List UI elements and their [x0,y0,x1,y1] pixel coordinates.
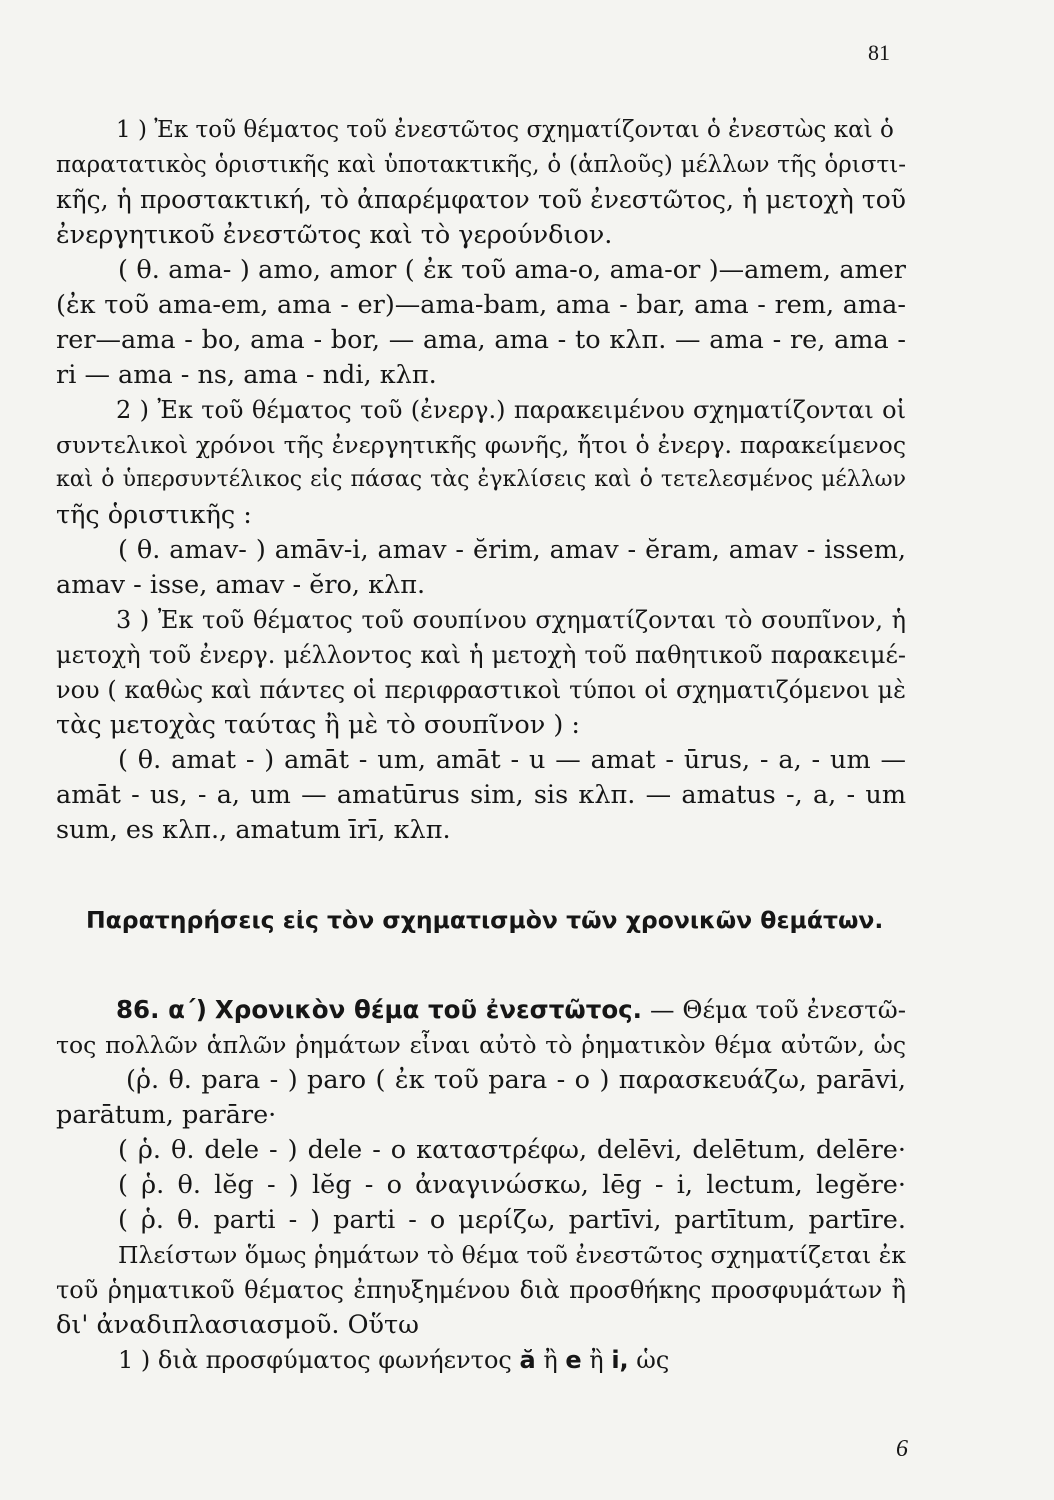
text-line-last [118,1345,678,1375]
section-number: 86. α΄) [116,995,207,1024]
last-suffix: ὡς [636,1346,670,1374]
text-line: ( ῥ. θ. dele - ) dele - o καταστρέφω, delēvi, delētum, delēre· [118,1135,906,1165]
text-line: ri — ama - ns, ama - ndi, κλπ. [56,360,437,390]
text-line: ( θ. amat - ) amāt - um, amāt - u — amat - ūrus, - a, - um — [118,745,906,775]
text-line: τος πολλῶν ἁπλῶν ῥημάτων εἶναι αὐτὸ τὸ ῥηματικὸν θέμα αὐτῶν, ὡς [56,1031,906,1059]
text-line: 2 ) Ἐκ τοῦ θέματος τοῦ (ἐνεργ.) παρακειμένου σχηματίζονται οἱ [116,396,906,424]
text-line: μετοχὴ τοῦ ἐνεργ. μέλλοντος καὶ ἡ μετοχὴ τοῦ παθητικοῦ παρακειμέ- [56,641,906,669]
text-line: ( θ. ama- ) amo, amor ( ἐκ τοῦ ama-o, ama-or )—amem, amer [118,255,906,285]
text-line: καὶ ὁ ὑπερσυντέλικος εἰς πάσας τὰς ἐγκλίσεις καὶ ὁ τετελεσμένος μέλλων [56,467,906,492]
text-line: rer—ama - bo, ama - bor, — ama, ama - to κλπ. — ama - re, ama - [56,325,906,355]
text-line: amav - isse, amav - ĕro, κλπ. [56,570,426,600]
text-line: 1 ) Ἐκ τοῦ θέματος τοῦ ἐνεστῶτος σχηματίζονται ὁ ἐνεστὼς καὶ ὁ [116,117,894,143]
text-line: κῆς, ἡ προστακτική, τὸ ἀπαρέμφατον τοῦ ἐνεστῶτος, ἡ μετοχὴ τοῦ [56,185,906,214]
text-line: (ἐκ τοῦ ama-em, ama - er)—ama-bam, ama - bar, ama - rem, ama- [56,290,906,320]
text-line: ( θ. amav- ) amāv-i, amav - ĕrim, amav - ĕram, amav - issem, [118,535,906,565]
text-line: sum, es κλπ., amatum īrī, κλπ. [56,815,451,845]
text-line: τοῦ ῥηματικοῦ θέματος ἐπηυξημένου διὰ προσθήκης προσφυμάτων ἢ [56,1276,906,1304]
section-86-lead [116,995,906,1025]
section-heading: Παρατηρήσεις εἰς τὸν σχηματισμὸν τῶν χρονικῶν θεμάτων. [86,906,884,934]
text-line: amāt - us, - a, um — amatūrus sim, sis κλπ. — amatus -, a, - um [56,780,906,810]
or-word: ἢ [543,1346,558,1374]
signature-mark: 6 [896,1436,908,1462]
vowel-a: ă [519,1346,536,1374]
text-line: νου ( καθὼς καὶ πάντες οἱ περιφραστικοὶ τύποι οἱ σχηματιζόμενοι μὲ [56,676,906,704]
text-line: ἐνεργητικοῦ ἐνεστῶτος καὶ τὸ γερούνδιον. [56,220,613,250]
section-lead-rest: — Θέμα τοῦ ἐνεστῶ- [649,995,907,1024]
text-line: ( ῥ. θ. parti - ) parti - o μερίζω, partīvi, partītum, partīre. [118,1205,906,1235]
section-title: Χρονικὸν θέμα τοῦ ἐνεστῶτος. [214,995,642,1024]
page-number: 81 [868,40,890,65]
text-line: δι' ἀναδιπλασιασμοῦ. Οὕτω [56,1310,419,1340]
text-line: παρατατικὸς ὁριστικῆς καὶ ὑποτακτικῆς, ὁ (ἁπλοῦς) μέλλων τῆς ὁριστι- [56,152,906,178]
last-prefix: 1 ) διὰ προσφύματος φωνήεντος [118,1346,512,1374]
vowel-i: i, [611,1346,629,1374]
text-line: Πλείστων ὅμως ῥημάτων τὸ θέμα τοῦ ἐνεστῶτος σχηματίζεται ἐκ [118,1241,906,1269]
text-line: (ῥ. θ. para - ) paro ( ἐκ τοῦ para - o ) παρασκευάζω, parāvi, [126,1065,906,1095]
text-line: συντελικοὶ χρόνοι τῆς ἐνεργητικῆς φωνῆς, ἤτοι ὁ ἐνεργ. παρακείμενος [56,431,906,459]
text-line: ( ῥ. θ. lĕg - ) lĕg - o ἀναγινώσκω, lēg - i, lectum, legĕre· [118,1170,906,1200]
or-word: ἢ [589,1346,604,1374]
text-line: τὰς μετοχὰς ταύτας ἢ μὲ τὸ σουπῖνον ) : [56,710,580,740]
text-line: 3 ) Ἐκ τοῦ θέματος τοῦ σουπίνου σχηματίζονται τὸ σουπῖνον, ἡ [116,606,906,634]
text-line: τῆς ὁριστικῆς : [56,500,252,530]
text-line: parātum, parāre· [56,1100,277,1130]
vowel-e: e [565,1346,582,1374]
